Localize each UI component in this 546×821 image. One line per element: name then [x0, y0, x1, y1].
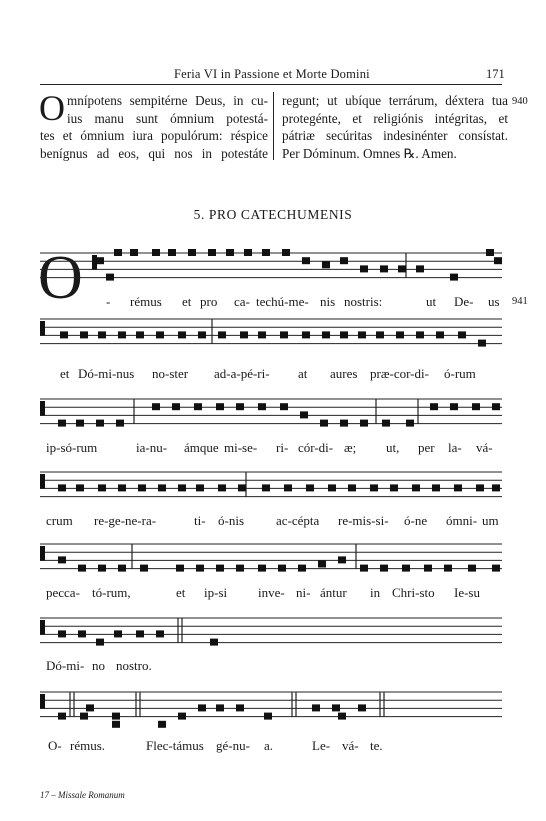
- neume-note: [60, 331, 68, 338]
- neume-note: [236, 565, 244, 572]
- prayer-line: Per Dóminum. Omnes ℞. Amen.: [282, 145, 457, 161]
- chant-syllable: ip-si: [204, 585, 228, 600]
- neume-note: [472, 403, 480, 410]
- neume-note: [340, 331, 348, 338]
- chant-syllable: techú-me-: [256, 294, 309, 309]
- chant-syllable: ac-cépta: [276, 513, 320, 528]
- neume-note: [476, 484, 484, 491]
- chant-lyrics-line: [40, 738, 502, 754]
- neume-note: [258, 565, 266, 572]
- chant-syllable: gé-nu-: [216, 738, 250, 753]
- neume-note: [136, 331, 144, 338]
- neume-note: [58, 556, 66, 563]
- neume-note: [282, 249, 290, 256]
- chant-syllable: vá-: [476, 440, 493, 455]
- prayer-line: mnípotens sempitérne Deus, in cu-: [67, 93, 268, 108]
- c-clef-icon: [40, 694, 45, 709]
- neume-note: [380, 265, 388, 272]
- neume-note: [492, 484, 500, 491]
- neume-note: [454, 484, 462, 491]
- neume-note: [436, 331, 444, 338]
- chant-syllable: pecca-: [46, 585, 80, 600]
- chant-syllable: ómni-: [446, 513, 478, 528]
- neume-note: [136, 630, 144, 637]
- chant-lyrics-line: [40, 294, 502, 310]
- chant-syllable: ad-a-pé-ri-: [214, 366, 270, 381]
- c-clef-icon: [40, 474, 45, 489]
- neume-note: [218, 331, 226, 338]
- neume-note: [486, 249, 494, 256]
- chant-syllable: us: [488, 294, 500, 309]
- chant-syllable: ia-nu-: [136, 440, 168, 455]
- neume-note: [416, 331, 424, 338]
- chant-syllable: cór-di-: [298, 440, 334, 455]
- neume-note: [358, 704, 366, 711]
- neume-note: [76, 420, 84, 427]
- neume-note: [398, 265, 406, 272]
- chant-syllable: re-mis-si-: [338, 513, 389, 528]
- neume-note: [332, 704, 340, 711]
- c-clef-icon: [40, 321, 45, 336]
- neume-note: [140, 565, 148, 572]
- neume-note: [58, 630, 66, 637]
- neume-note: [280, 403, 288, 410]
- neume-note: [430, 403, 438, 410]
- chant-syllable: ámque: [184, 440, 219, 455]
- staff-drawing: [40, 688, 502, 739]
- neume-note: [360, 265, 368, 272]
- chant-syllable: Flec-támus: [146, 738, 204, 753]
- chant-syllable: crum: [46, 513, 73, 528]
- chant-syllable: nostris:: [344, 294, 383, 309]
- section-title: 5. PRO CATECHUMENIS: [193, 207, 353, 222]
- neume-note: [402, 565, 410, 572]
- chant-syllable: rémus: [130, 294, 162, 309]
- neume-note: [302, 331, 310, 338]
- chant-syllable: at: [298, 366, 308, 381]
- neume-note: [494, 257, 502, 264]
- page-header-title: Feria VI in Passione et Morte Domini: [174, 67, 370, 81]
- neume-note: [80, 713, 88, 720]
- neume-note: [432, 484, 440, 491]
- neume-note: [58, 420, 66, 427]
- neume-note: [216, 704, 224, 711]
- neume-note: [340, 420, 348, 427]
- chant-staff: [40, 395, 502, 446]
- c-clef-icon: [40, 546, 45, 561]
- neume-note: [118, 331, 126, 338]
- neume-note: [130, 249, 138, 256]
- neume-note: [118, 565, 126, 572]
- neume-note: [468, 565, 476, 572]
- neume-note: [98, 484, 106, 491]
- chant-drop-cap: O: [38, 244, 83, 312]
- prayer-line: regunt; ut ubíque terrárum, déxtera tua: [282, 93, 508, 108]
- neume-note: [168, 249, 176, 256]
- chant-syllable: ca-: [234, 294, 250, 309]
- chant-syllable: inve-: [258, 585, 285, 600]
- chant-syllable: Le-: [312, 738, 331, 753]
- neume-note: [196, 484, 204, 491]
- column-divider: [273, 92, 274, 160]
- neume-note: [114, 630, 122, 637]
- neume-note: [198, 704, 206, 711]
- chant-syllable: ut,: [386, 440, 400, 455]
- neume-note: [396, 331, 404, 338]
- chant-staff: [40, 315, 502, 366]
- neume-note: [348, 484, 356, 491]
- neume-note: [114, 249, 122, 256]
- chant-syllable: et: [182, 294, 192, 309]
- neume-note: [98, 565, 106, 572]
- chant-syllable: Dó-mi-: [46, 658, 85, 673]
- chant-staff: [40, 688, 502, 739]
- neume-note: [478, 340, 486, 347]
- neume-note: [458, 331, 466, 338]
- neume-note: [278, 565, 286, 572]
- neume-note: [112, 713, 120, 720]
- neume-note: [58, 713, 66, 720]
- chant-staff: [40, 540, 502, 591]
- neume-note: [358, 331, 366, 338]
- chant-staff: [40, 468, 502, 519]
- neume-note: [376, 331, 384, 338]
- chant-syllable: te.: [370, 738, 383, 753]
- neume-note: [178, 484, 186, 491]
- chant-syllable: ó-nis: [218, 513, 244, 528]
- prayer-line: protegénte, et religiónis intégritas, et: [282, 110, 508, 126]
- chant-syllable: æ;: [344, 440, 357, 455]
- chant-syllable: ántur: [320, 585, 347, 600]
- neume-note: [312, 704, 320, 711]
- neume-note: [152, 403, 160, 410]
- chant-syllable: O-: [48, 738, 62, 753]
- neume-note: [158, 721, 166, 728]
- prayer-right-column: [282, 92, 508, 162]
- neume-note: [158, 484, 166, 491]
- chant-syllable: re-ge-ne-ra-: [94, 513, 157, 528]
- staff-drawing: [40, 395, 502, 446]
- neume-note: [450, 274, 458, 281]
- neume-note: [318, 561, 326, 568]
- chant-syllable: ut: [426, 294, 437, 309]
- neume-note: [156, 331, 164, 338]
- neume-note: [302, 257, 310, 264]
- neume-note: [172, 403, 180, 410]
- neume-note: [208, 249, 216, 256]
- neume-note: [138, 484, 146, 491]
- neume-note: [112, 721, 120, 728]
- chant-syllable: ó-rum: [444, 366, 476, 381]
- chant-syllable: mi-se-: [224, 440, 258, 455]
- neume-note: [238, 484, 246, 491]
- prayer-line: benígnus ad eos, qui nos in potestáte: [40, 145, 268, 161]
- neume-note: [416, 265, 424, 272]
- c-clef-icon: [40, 620, 45, 635]
- chant-lyrics-line: [40, 366, 502, 382]
- neume-note: [152, 249, 160, 256]
- neume-note: [262, 249, 270, 256]
- chant-syllable: et: [176, 585, 186, 600]
- neume-note: [236, 704, 244, 711]
- neume-note: [78, 565, 86, 572]
- neume-note: [194, 403, 202, 410]
- chant-syllable: no-ster: [152, 366, 189, 381]
- neume-note: [258, 331, 266, 338]
- chant-lyrics-line: [40, 440, 502, 456]
- chant-syllable: rémus.: [70, 738, 106, 753]
- chant-syllable: præ-cor-di-: [370, 366, 429, 381]
- neume-note: [178, 713, 186, 720]
- chant-lyrics-line: [40, 513, 502, 529]
- neume-note: [198, 331, 206, 338]
- neume-note: [258, 403, 266, 410]
- neume-note: [262, 484, 270, 491]
- neume-note: [86, 704, 94, 711]
- chant-syllable: no: [92, 658, 105, 673]
- staff-drawing: [40, 540, 502, 591]
- prayer-line: pátriæ secúritas indesinénter consístat.: [282, 128, 508, 144]
- chant-lyrics-line: [40, 585, 502, 601]
- neume-note: [492, 403, 500, 410]
- chant-syllable: Ie-su: [454, 585, 480, 600]
- neume-note: [300, 411, 308, 418]
- neume-note: [424, 565, 432, 572]
- neume-note: [218, 484, 226, 491]
- neume-note: [240, 331, 248, 338]
- neume-note: [98, 331, 106, 338]
- neume-note: [116, 420, 124, 427]
- neume-note: [298, 565, 306, 572]
- prayer-line: ius manu sunt ómnium potestá-: [67, 110, 268, 126]
- neume-note: [360, 420, 368, 427]
- chant-syllable: ó-ne: [404, 513, 428, 528]
- neume-note: [380, 565, 388, 572]
- staff-drawing: [40, 249, 502, 300]
- neume-note: [106, 274, 114, 281]
- neume-note: [178, 331, 186, 338]
- neume-note: [96, 639, 104, 646]
- neume-note: [284, 484, 292, 491]
- neume-note: [176, 565, 184, 572]
- chant-syllable: la-: [448, 440, 462, 455]
- chant-syllable: um: [482, 513, 499, 528]
- prayer-left-column: [39, 88, 268, 162]
- chant-syllable: vá-: [342, 738, 359, 753]
- neume-note: [196, 565, 204, 572]
- neume-note: [264, 713, 272, 720]
- chant-lyrics-line: [40, 658, 502, 674]
- chant-syllable: aures: [330, 366, 358, 381]
- c-clef-icon: [40, 401, 45, 416]
- neume-note: [412, 484, 420, 491]
- neume-note: [492, 565, 500, 572]
- neume-note: [226, 249, 234, 256]
- neume-note: [328, 484, 336, 491]
- chant-syllable: pro: [200, 294, 218, 309]
- chant-syllable: tó-rum,: [92, 585, 131, 600]
- neume-note: [280, 331, 288, 338]
- chant-syllable: et: [60, 366, 70, 381]
- neume-note: [188, 249, 196, 256]
- chant-staff: [40, 249, 502, 300]
- staff-drawing: [40, 315, 502, 366]
- neume-note: [96, 257, 104, 264]
- neume-note: [216, 403, 224, 410]
- neume-note: [406, 420, 414, 427]
- neume-note: [80, 331, 88, 338]
- neume-note: [118, 484, 126, 491]
- page-number: 171: [486, 67, 505, 81]
- neume-note: [58, 484, 66, 491]
- chant-syllable: in: [370, 585, 381, 600]
- chant-syllable: -: [106, 294, 111, 309]
- neume-note: [390, 484, 398, 491]
- neume-note: [306, 484, 314, 491]
- staff-drawing: [40, 468, 502, 519]
- neume-note: [450, 403, 458, 410]
- chant-syllable: per: [418, 440, 435, 455]
- neume-note: [382, 420, 390, 427]
- neume-note: [360, 565, 368, 572]
- margin-number: 941: [512, 296, 528, 307]
- chant-syllable: ni-: [296, 585, 311, 600]
- neume-note: [322, 331, 330, 338]
- neume-note: [322, 261, 330, 268]
- neume-note: [156, 630, 164, 637]
- chant-syllable: nis: [320, 294, 336, 309]
- chant-syllable: nostro.: [116, 658, 152, 673]
- chant-syllable: Dó-mi-nus: [78, 366, 135, 381]
- neume-note: [216, 565, 224, 572]
- neume-note: [444, 565, 452, 572]
- chant-syllable: Chri-sto: [392, 585, 435, 600]
- neume-note: [320, 420, 328, 427]
- neume-note: [244, 249, 252, 256]
- chant-syllable: ti-: [194, 513, 206, 528]
- prayer-drop-cap: O: [39, 88, 65, 128]
- prayer-line: tes et ómnium iura populórum: réspice: [40, 128, 268, 144]
- neume-note: [76, 484, 84, 491]
- margin-number: 940: [512, 96, 528, 107]
- chant-syllable: ip-só-rum: [46, 440, 98, 455]
- neume-note: [340, 257, 348, 264]
- page-footer: 17 – Missale Romanum: [40, 790, 125, 800]
- chant-syllable: a.: [264, 738, 274, 753]
- neume-note: [338, 556, 346, 563]
- neume-note: [338, 713, 346, 720]
- neume-note: [370, 484, 378, 491]
- neume-note: [78, 630, 86, 637]
- neume-note: [210, 639, 218, 646]
- header-rule: [40, 84, 502, 85]
- chant-syllable: De-: [454, 294, 474, 309]
- neume-note: [236, 403, 244, 410]
- chant-syllable: ri-: [276, 440, 289, 455]
- neume-note: [96, 420, 104, 427]
